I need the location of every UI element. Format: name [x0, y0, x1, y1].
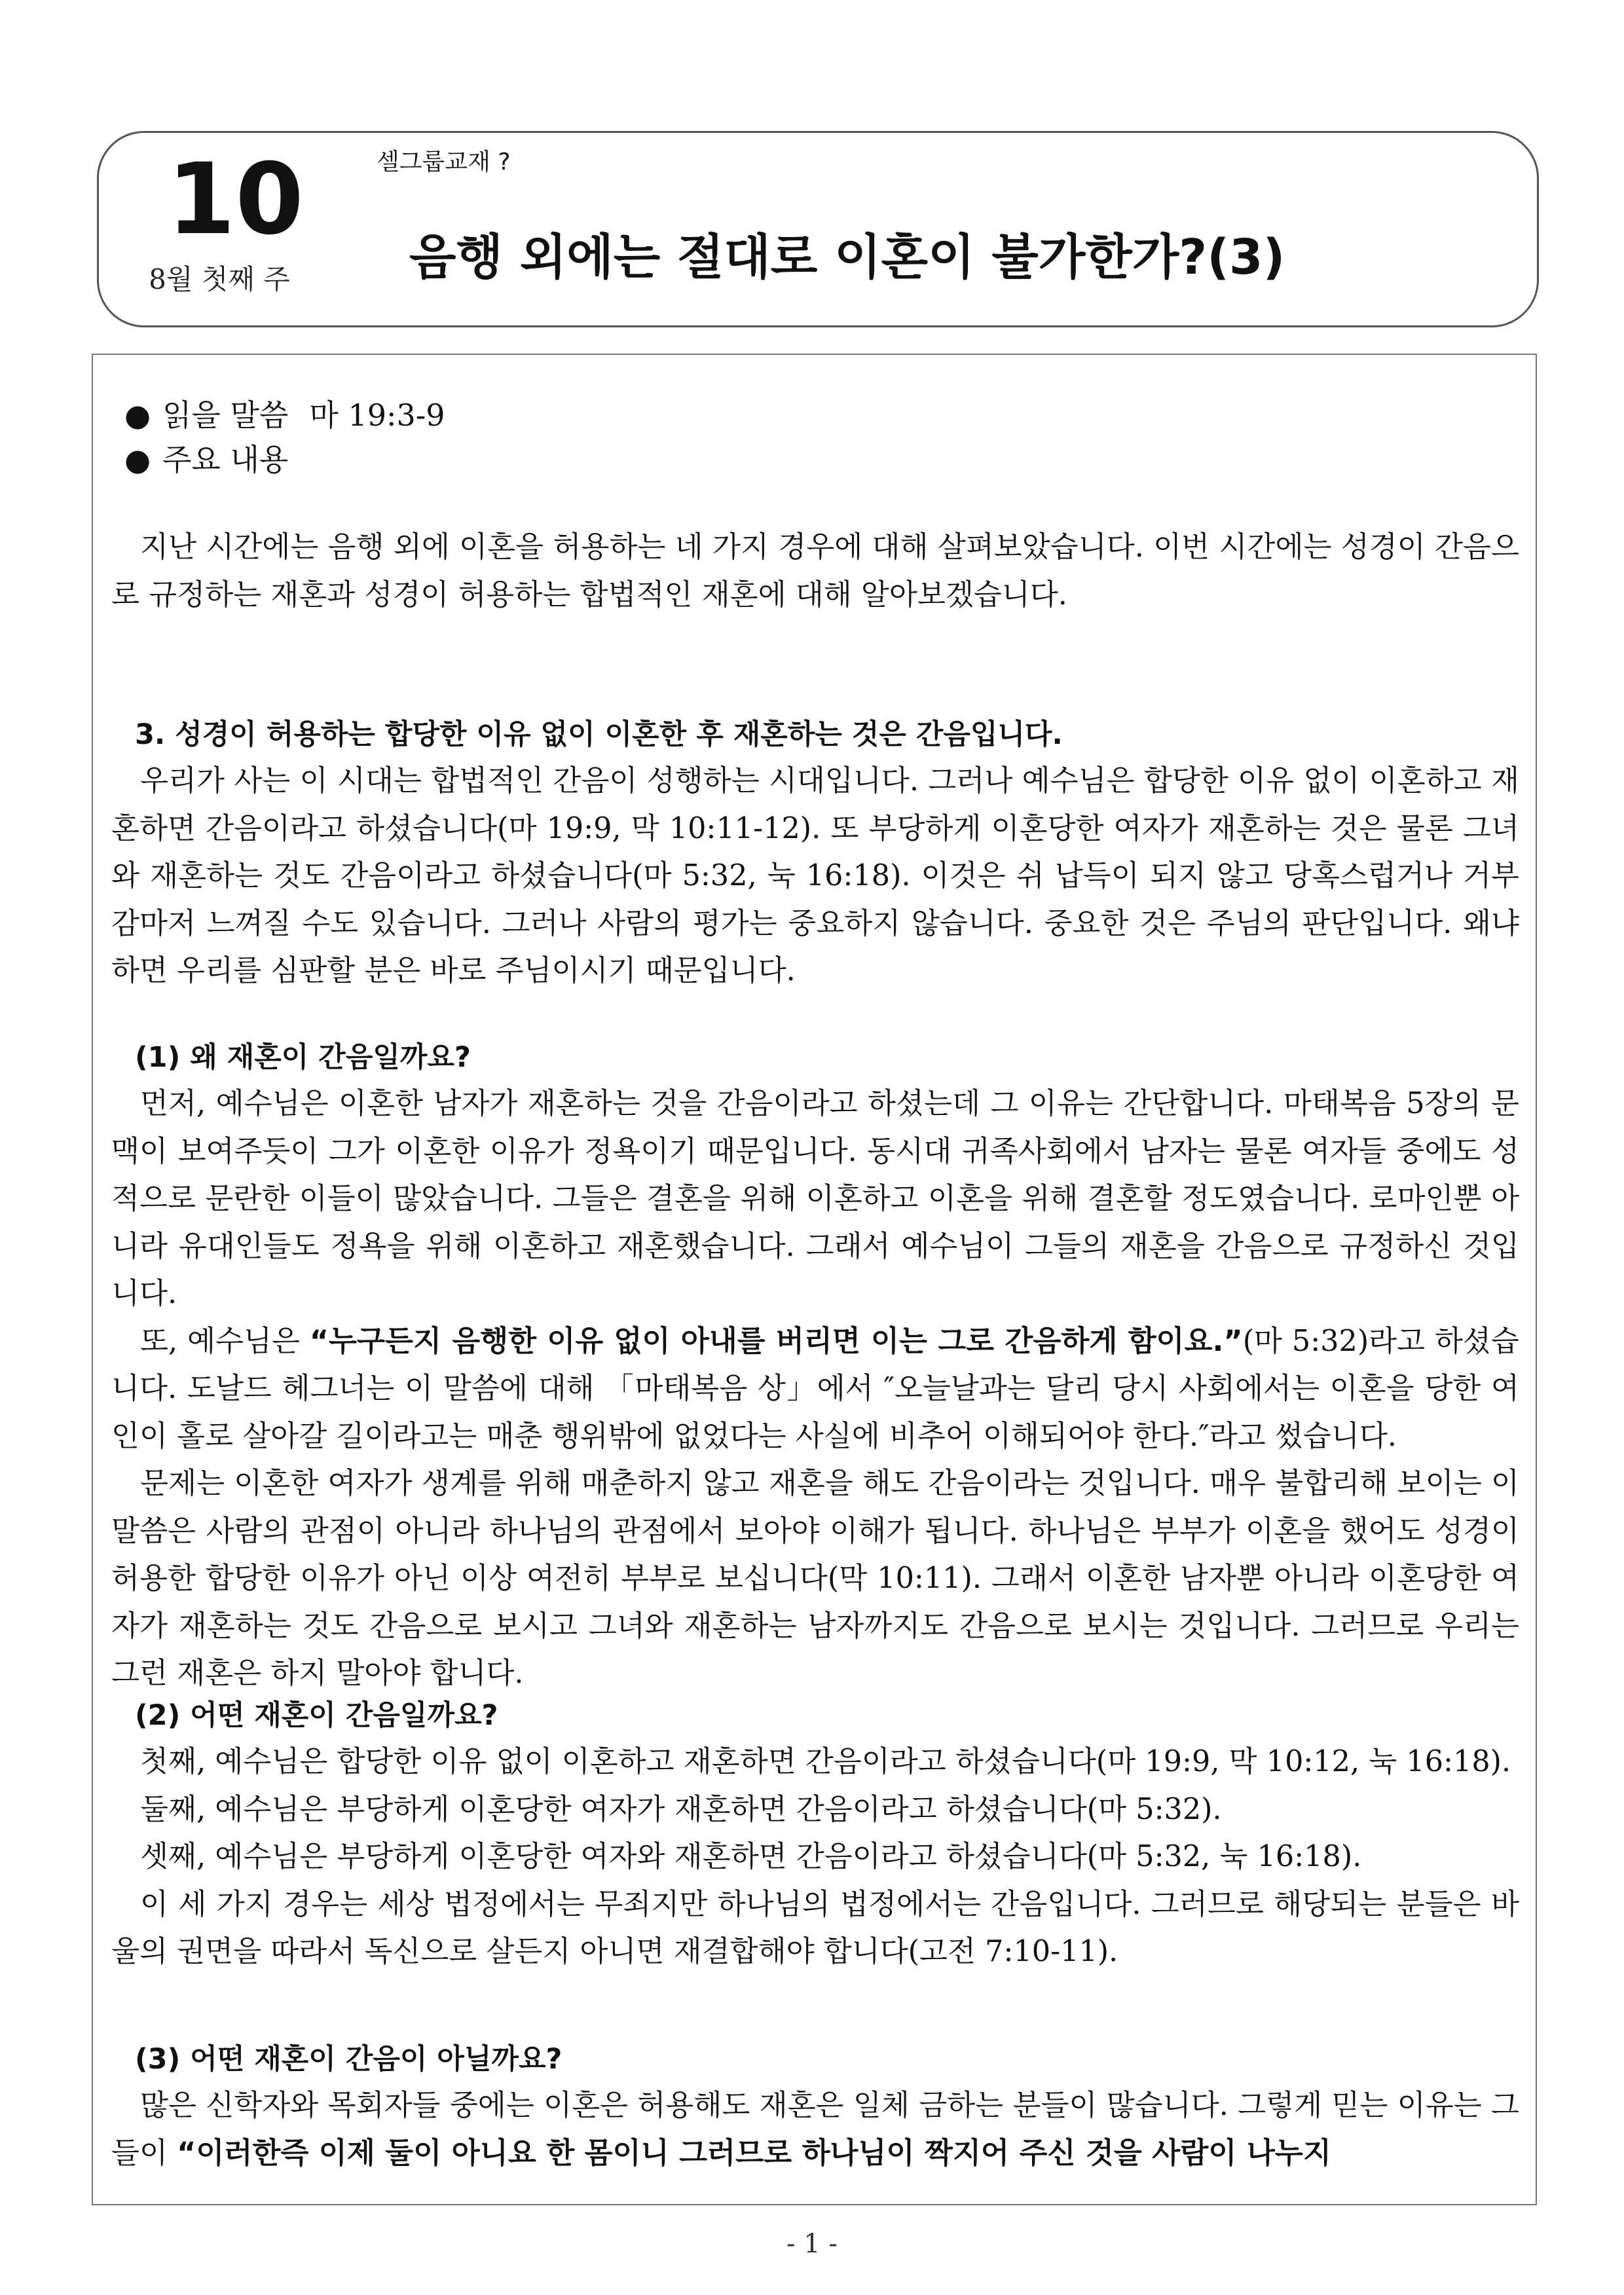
text-span: 또, 예수님은	[140, 1324, 310, 1358]
page-title: 음행 외에는 절대로 이혼이 불가한가?(3)	[409, 229, 1285, 285]
reading-line	[124, 395, 445, 435]
subsection-heading: (3) 어떤 재혼이 간음이 아닐까요?	[135, 2043, 563, 2076]
subsection-heading: (2) 어떤 재혼이 간음일까요?	[135, 1699, 498, 1732]
lesson-week: 8월 첫째 주	[149, 263, 290, 295]
text-span: 많은 신학자와 목회자들 중에는 이혼은 허용해도 재혼은 일체 금하는 분들이 많습니다. 그렇게 믿는 이유는 그들이	[111, 2089, 1519, 2170]
body-paragraph: 우리가 사는 이 시대는 합법적인 간음이 성행하는 시대입니다. 그러나 예수님은 합당한 이유 없이 이혼하고 재혼하면 간음이라고 하셨습니다(마 19:9, 막 10:11-12). 또 부당하게 이혼당한 여자가 재혼하는 것은 물론 그녀와 재혼하는 것도 간음이라고 하셨습니다(마 5:32, 눅 16:18). 이것은 쉬 납득이 되지 않고 당혹스럽거나 거부감마저 느껴질 수도 있습니다. 그러나 사람의 평가는 중요하지 않습니다. 중요한 것은 주님의 판단입니다. 왜냐하면 우리를 심판할 분은 바로 주님이시기 때문입니다.	[111, 764, 1519, 987]
scripture-quote: “누구든지 음행한 이유 없이 아내를 버리면 이는 그로 간음하게 함이요.”	[309, 1324, 1243, 1358]
subsection-heading: (1) 왜 재혼이 간음일까요?	[135, 1041, 471, 1074]
reading-reference: 마 19:3-9	[309, 397, 445, 433]
reading-label: 읽을 말씀	[162, 397, 289, 433]
section-heading: 3. 성경이 허용하는 합당한 이유 없이 이혼한 후 재혼하는 것은 간음입니다.	[135, 718, 1063, 751]
text-span: (마 5:32)라고 하셨습니다. 도날드 헤그너는 이 말씀에 대해 「마태복음 상」에서 ″오늘날과는 달리 당시 사회에서는 이혼을 당한 여인이 홀로 살아갈 길이라고는 매춘 행위밖에 없었다는 사실에 비추어 이해되어야 한다.″라고 썼습니다.	[111, 1324, 1519, 1453]
bullet-icon: ●	[124, 397, 151, 433]
body-paragraph: 둘째, 예수님은 부당하게 이혼당한 여자가 재혼하면 간음이라고 하셨습니다(마 5:32).	[140, 1792, 1222, 1826]
body-paragraph: 셋째, 예수님은 부당하게 이혼당한 여자와 재혼하면 간음이라고 하셨습니다(마 5:32, 눅 16:18).	[140, 1840, 1362, 1873]
intro-paragraph: 지난 시간에는 음행 외에 이혼을 허용하는 네 가지 경우에 대해 살펴보았습니다. 이번 시간에는 성경이 간음으로 규정하는 재혼과 성경이 허용하는 합법적인 재혼에 대해 알아보겠습니다.	[111, 530, 1519, 612]
lesson-number: 10	[167, 143, 304, 257]
body-paragraph: 문제는 이혼한 여자가 생계를 위해 매춘하지 않고 재혼을 해도 간음이라는 것입니다. 매우 불합리해 보이는 이 말씀은 사람의 관점이 아니라 하나님의 관점에서 보아야 이해가 됩니다. 하나님은 부부가 이혼을 했어도 성경이 허용한 합당한 이유가 아닌 이상 여전히 부부로 보십니다(막 10:11). 그래서 이혼한 남자뿐 아니라 이혼당한 여자가 재혼하는 것도 간음으로 보시고 그녀와 재혼하는 남자까지도 간음으로 보시는 것입니다. 그러므로 우리는 그런 재혼은 하지 말아야 합니다.	[111, 1467, 1519, 1690]
summary-line	[124, 439, 288, 480]
subsection-1	[111, 1035, 1519, 1698]
bullet-icon: ●	[124, 442, 151, 477]
body-paragraph: 첫째, 예수님은 합당한 이유 없이 이혼하고 재혼하면 간음이라고 하셨습니다(마 19:9, 막 10:12, 눅 16:18).	[140, 1745, 1511, 1778]
intro-block	[111, 524, 1519, 619]
body-paragraph	[111, 1318, 1519, 1461]
body-paragraph: 이 세 가지 경우는 세상 법정에서는 무죄지만 하나님의 법정에서는 간음입니다. 그러므로 해당되는 분들은 바울의 권면을 따라서 독신으로 살든지 아니면 재결합해야 합니다(고전 7:10-11).	[111, 1887, 1519, 1968]
section-3	[111, 712, 1519, 995]
subsection-3	[111, 2036, 1519, 2177]
summary-label: 주요 내용	[162, 442, 289, 477]
body-paragraph: 먼저, 예수님은 이혼한 남자가 재혼하는 것을 간음이라고 하셨는데 그 이유는 간단합니다. 마태복음 5장의 문맥이 보여주듯이 그가 이혼한 이유가 정욕이기 때문입니다. 동시대 귀족사회에서 남자는 물론 여자들 중에도 성적으로 문란한 이들이 많았습니다. 그들은 결혼을 위해 이혼하고 이혼을 위해 결혼할 정도였습니다. 로마인뿐 아니라 유대인들도 정욕을 위해 이혼하고 재혼했습니다. 그래서 예수님이 그들의 재혼을 간음으로 규정하신 것입니다.	[111, 1087, 1519, 1310]
scripture-quote: “이러한즉 이제 둘이 아니요 한 몸이니 그러므로 하나님이 짝지어 주신 것을 사람이 나누지	[177, 2136, 1331, 2170]
page-number: - 1 -	[786, 2229, 838, 2259]
subsection-2	[111, 1693, 1519, 1976]
body-paragraph	[111, 2082, 1519, 2177]
series-label: 셀그룹교재 ?	[377, 149, 511, 175]
